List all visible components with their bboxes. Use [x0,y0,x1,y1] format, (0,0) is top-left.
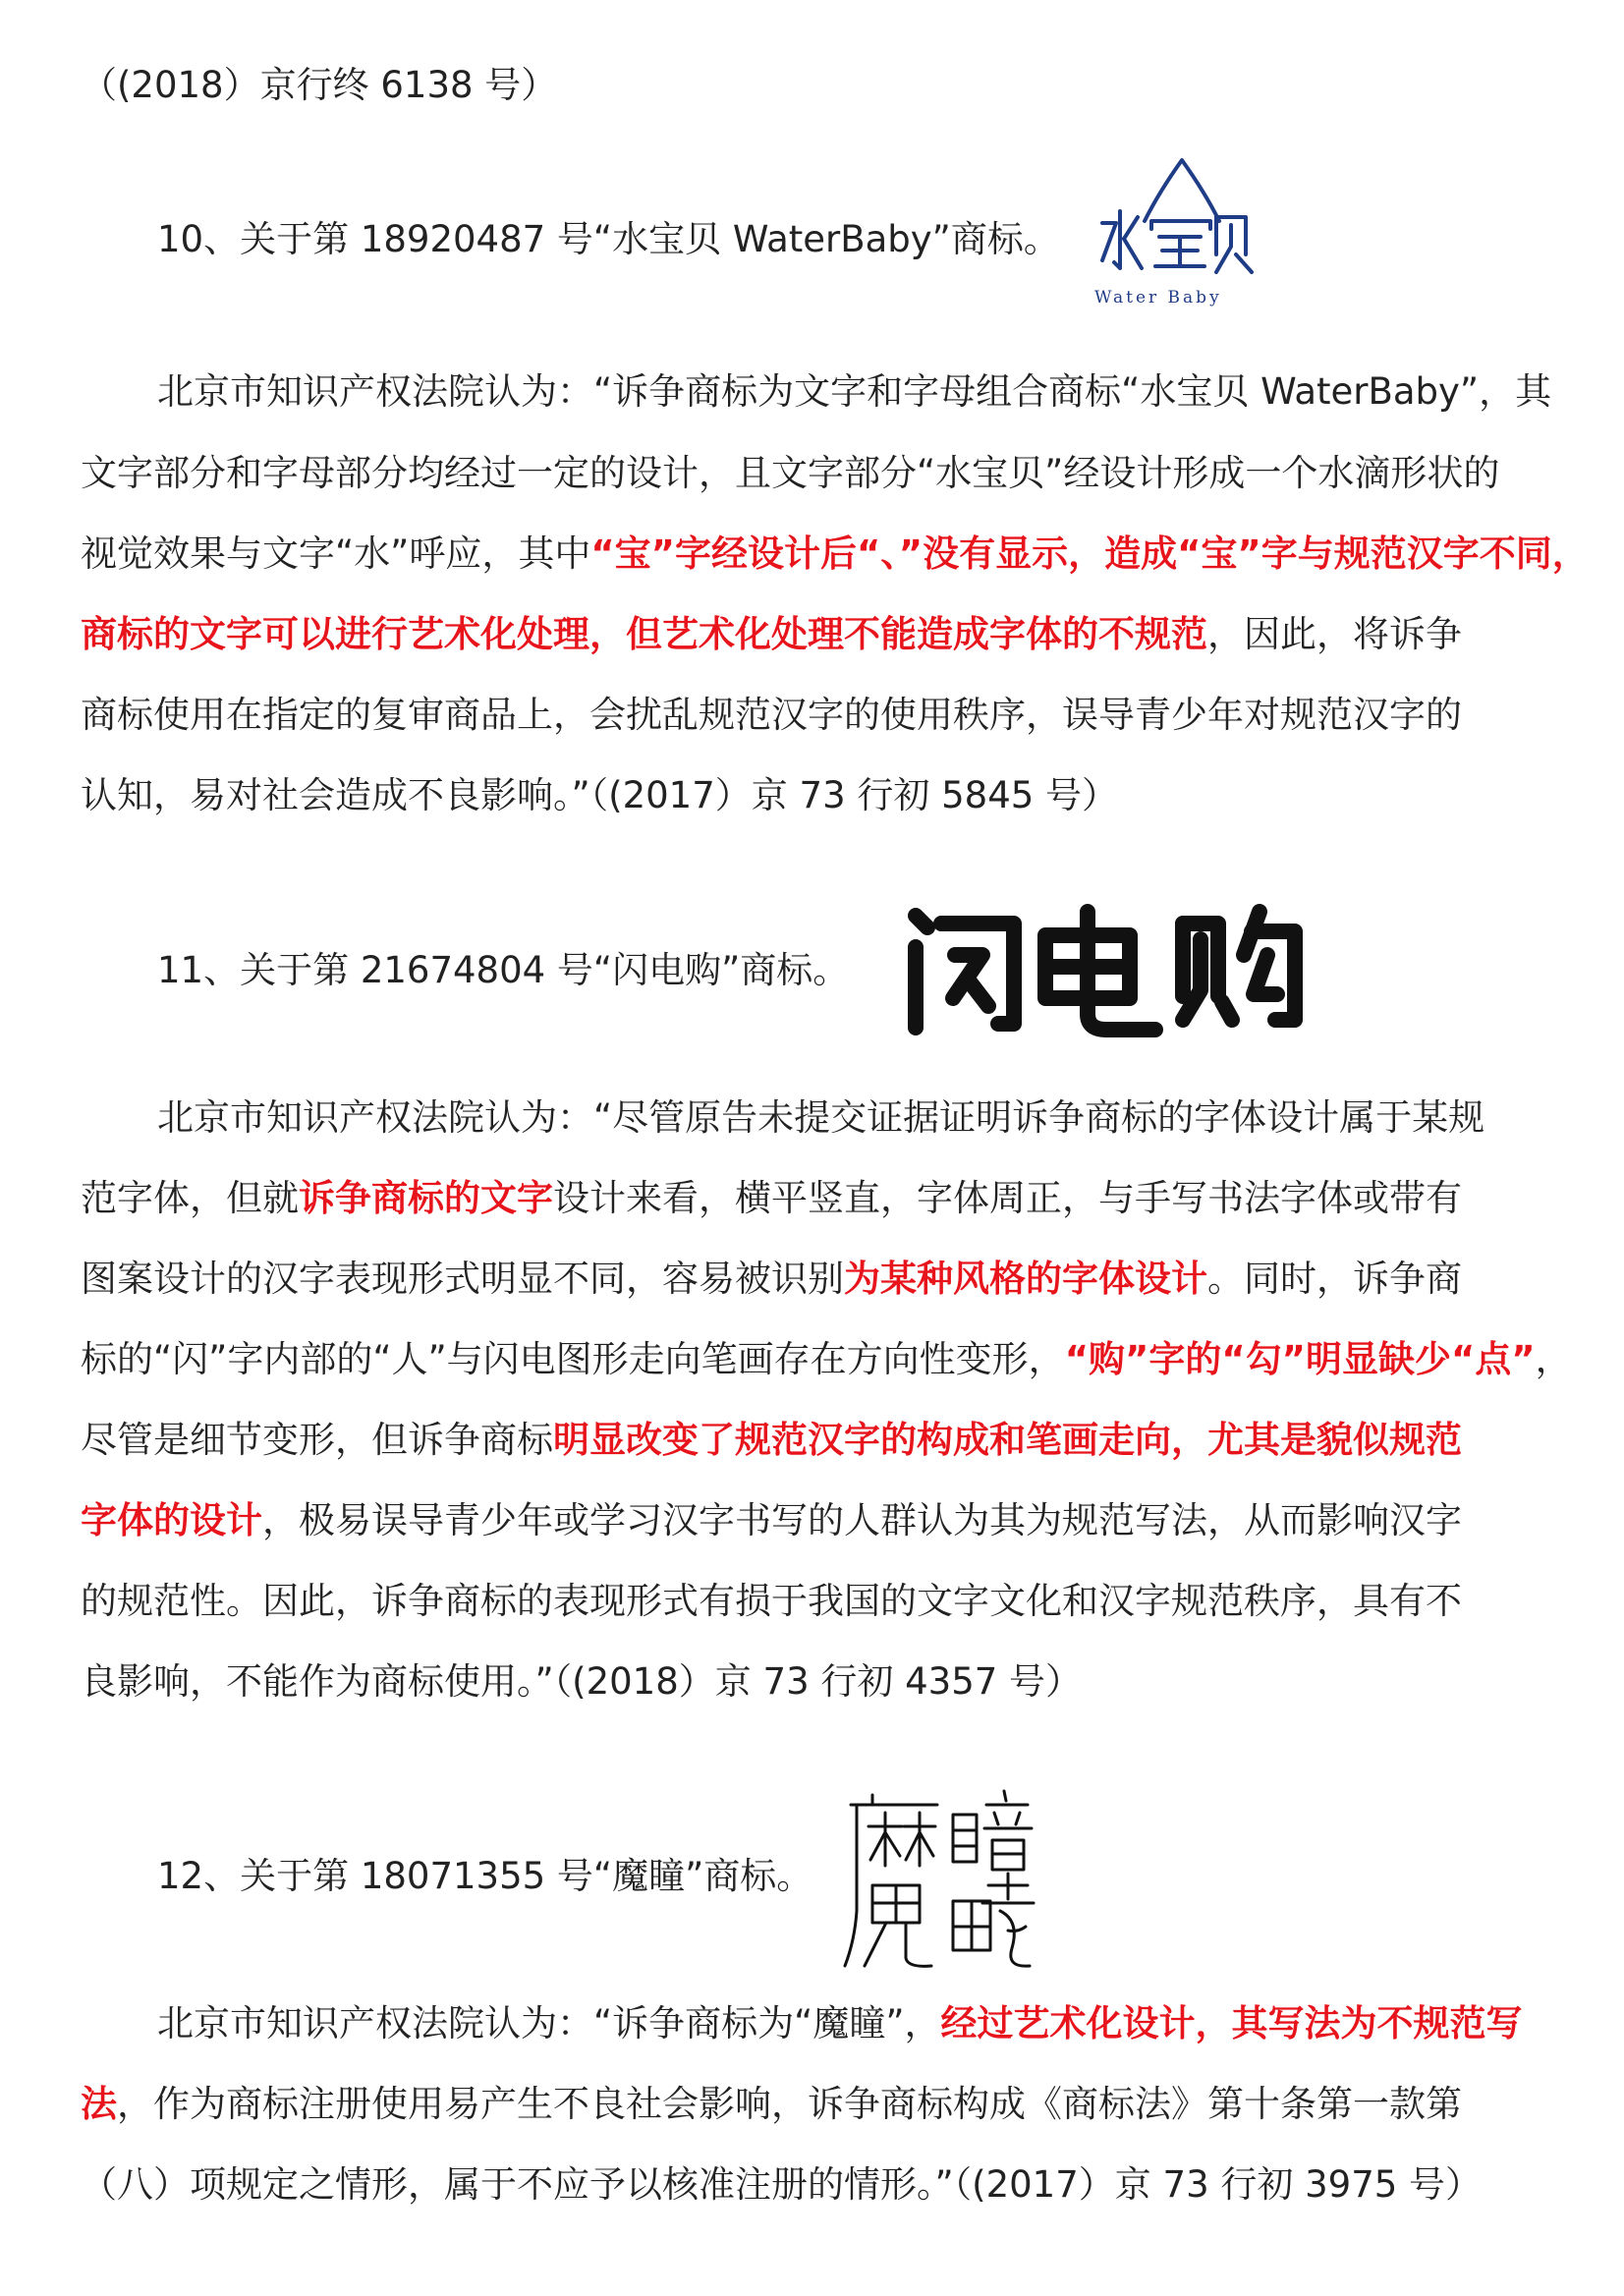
shandiangou-logo [898,904,1311,1041]
item-10-paragraph-line-4 [81,610,1554,659]
item-11-paragraph-line-5 [81,1416,1554,1465]
item-10-paragraph-line-2: 文字部分和字母部分均经过一定的设计，且文字部分“水宝贝”经设计形成一个水滴形状的 [81,452,1500,494]
highlight-span: “购”字的“勾”明显缺少“点” [1064,1338,1536,1380]
item-11-paragraph-line-8: 良影响，不能作为商标使用。”（(2018）京 73 行初 4357 号） [81,1660,1083,1703]
item-11-paragraph-line-4 [81,1335,1572,1384]
motong-logo-icon [843,1783,1039,1980]
text-span: ，作为商标注册使用易产生不良社会影响，诉争商标构成《商标法》第十条第一款第 [117,2083,1462,2125]
highlight-span: 为某种风格的字体设计 [844,1258,1207,1300]
item-12-heading: 12、关于第 18071355 号“魔瞳”商标。 [157,1855,813,1897]
item-11-paragraph-line-1: 北京市知识产权法院认为：“尽管原告未提交证据证明诉争商标的字体设计属于某规 [157,1096,1485,1139]
item-12-paragraph-line-1 [157,1999,1624,2048]
highlight-span: 商标的文字可以进行艺术化处理，但艺术化处理不能造成字体的不规范 [81,613,1207,655]
highlight-span: 字体的设计 [81,1499,262,1541]
item-12-paragraph-line-2 [81,2080,1554,2129]
item-11-paragraph-line-7: 的规范性。因此，诉争商标的表现形式有损于我国的文字文化和汉字规范秩序，具有不 [81,1580,1462,1622]
item-10-heading: 10、关于第 18920487 号“水宝贝 WaterBaby”商标。 [157,218,1060,260]
highlight-span: 法 [81,2083,117,2125]
text-span: 图案设计的汉字表现形式明显不同，容易被识别 [81,1258,844,1300]
text-span: ，因此，将诉争 [1207,613,1462,655]
item-10-paragraph-line-5: 商标使用在指定的复审商品上，会扰乱规范汉字的使用秩序，误导青少年对规范汉字的 [81,694,1462,736]
text-span: ， [1535,1338,1572,1380]
text-span: ，极易误导青少年或学习汉字书写的人群认为其为规范写法，从而影响汉字 [262,1499,1462,1541]
shandiangou-logo-icon [898,904,1311,1041]
top-citation: （(2018）京行终 6138 号） [81,64,558,106]
text-span: 尽管是细节变形，但诉争商标 [81,1419,553,1461]
item-10-paragraph-line-1: 北京市知识产权法院认为：“诉争商标为文字和字母组合商标“水宝贝 WaterBaby”，其 [157,370,1552,413]
waterbaby-logo [1091,152,1258,319]
text-span: 设计来看，横平竖直，字体周正，与手写书法字体或带有 [553,1177,1462,1219]
text-span: 标的“闪”字内部的“人”与闪电图形走向笔画存在方向性变形， [81,1338,1065,1380]
motong-logo [843,1783,1039,1980]
item-12-paragraph-line-3: （八）项规定之情形，属于不应予以核准注册的情形。”（(2017）京 73 行初 3975 号） [81,2163,1483,2206]
waterbaby-logo-text: Water Baby [1094,288,1222,308]
highlight-span: 明显改变了规范汉字的构成和笔画走向，尤其是貌似规范 [553,1419,1462,1461]
text-span: 范字体，但就 [81,1177,299,1219]
text-span: 北京市知识产权法院认为：“诉争商标为“魔瞳”， [157,2002,941,2044]
text-span: 。同时，诉争商 [1207,1258,1462,1300]
waterbaby-logo-icon [1091,152,1258,280]
item-11-heading: 11、关于第 21674804 号“闪电购”商标。 [157,949,850,991]
item-11-paragraph-line-6 [81,1496,1554,1545]
highlight-span: 诉争商标的文字 [299,1177,553,1219]
text-span: 视觉效果与文字“水”呼应，其中 [81,532,591,575]
highlight-span: 经过艺术化设计，其写法为不规范写 [940,2002,1523,2044]
item-10-paragraph-line-6: 认知，易对社会造成不良影响。”（(2017）京 73 行初 5845 号） [81,774,1119,816]
item-11-paragraph-line-2 [81,1174,1554,1223]
item-11-paragraph-line-3 [81,1255,1554,1304]
item-10-paragraph-line-3 [81,530,1589,579]
highlight-span: “宝”字经设计后“、”没有显示，造成“宝”字与规范汉字不同， [590,532,1589,575]
